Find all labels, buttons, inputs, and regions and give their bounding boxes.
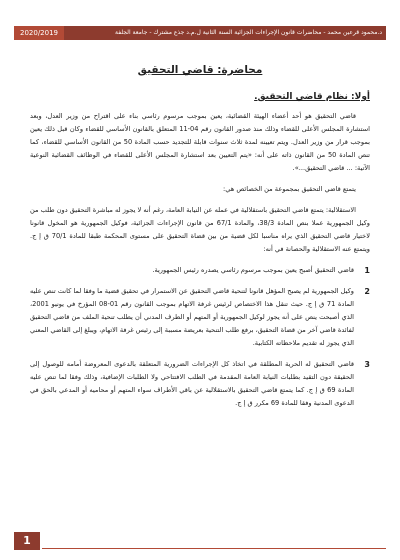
- list-item: [30, 264, 370, 277]
- paragraph-intro: قاضي التحقيق هو أحد أعضاء الهيئة القضائية، يعين بموجب مرسوم رئاسي بناء على اقتراح من وزير العدل، وبعد استشارة المجلس الأعلى للقضاء وذلك منذ صدور القانون رقم 04-11 المتعلق بالقانون الأساسي للقضاء وكان قبل ذلك يعين بموجب قرار من وزير العدل. ويتم تعيينه لمدة ثلاث سنوات قابلة للتجديد حسب المادة 50 من القانون الأساسي للقضاء، كما تنص المادة 50 من القانون ذاته على أنه: «يتم التعيين بعد استشارة المجلس الأعلى للقضاء في الوظائف القضائية النوعية الآتية: ... قاضي التحقيق...».: [30, 112, 370, 172]
- header-course-title: د.محمود قرعين محمد - محاضرات قانون الإجراءات الجزائية السنة الثانية ل.م.د جذع مشترك - جامعة الجلفة: [115, 29, 382, 36]
- paragraph-characteristics: يتمتع قاضي التحقيق بمجموعة من الخصائص هي:: [223, 185, 356, 193]
- numbered-list: [30, 264, 370, 410]
- list-item: [30, 285, 370, 350]
- header-year: 2020/2019: [14, 26, 64, 40]
- section-heading: أولا: نظام قاضي التحقيق.: [254, 92, 370, 102]
- list-number: 3: [364, 360, 370, 369]
- page-content: [30, 50, 370, 418]
- page-number: 1: [14, 532, 40, 550]
- footer-line: [42, 548, 386, 549]
- paragraph-independence: الاستقلالية: يتمتع قاضي التحقيق باستقلالية في عمله عن النيابة العامة، رغم أنه لا يجوز له مباشرة التحقيق دون طلب من وكيل الجمهورية عملا بنص المادة 38/3، والمادة 67/1 من قانون الإجراءات الجزائية، فوكيل الجمهورية هو المخول قانونا لاختيار قاضي التحقيق الذي يراه مناسبا لكل قضية من بين قضاة التحقيق على مستوى المحكمة طبقا للمادة 70/1 ق إ ج. ويتمتع عنه الاستقلالية والحصانة في أنه:: [30, 206, 371, 253]
- page-title: محاضرة: قاضي التحقيق: [137, 64, 263, 76]
- list-number: 2: [364, 287, 370, 296]
- list-item-text: وكيل الجمهورية لم يصبح المؤهل قانونا لتنحية قاضي التحقيق عن الاستمرار في تحقيق قضية ما وفقا لما كانت تنص عليه المادة 71 ق إ ج. حيث تنقل هذا الاختصاص لرئيس غرفة الاتهام بموجب القانون رقم 01-08 المؤرخ في يونيو 2001، الذي أصبحت ينص على أنه يجوز لوكيل الجمهورية أو المتهم أو الطرف المدني أن يطلب تنحية الملف من قاضي التحقيق لفائدة قاضي آخر من قضاة التحقيق، برفع طلب التنحية بعريضة مسببة إلى رئيس غرفة الاتهام، ويبلغ إلى القاضي المعني الذي يجوز له تقديم ملاحظاته الكتابية.: [30, 287, 354, 347]
- list-item-text: قاضي التحقيق أصبح يعين بموجب مرسوم رئاسي يصدره رئيس الجمهورية.: [152, 266, 354, 274]
- list-item: [30, 358, 370, 410]
- list-item-text: قاضي التحقيق له الحرية المطلقة في اتخاذ كل الإجراءات الضرورية المتعلقة بالدعوى المعروضة أمامه للوصول إلى الحقيقة دون التقيد بطلبات النيابة العامة المقدمة في الطلب الافتتاحي ولا الطلبات الإضافية، وذلك وفقا لما تنص عليه المادة 69 ق إ ج. كما يتمتع قاضي التحقيق بالاستقلالية عن باقي الأطراف سواء المتهم أو محاميه أو المدعي بالحق في الدعوى المدنية وفقا للمادة 69 مكرر ق إ ج.: [30, 360, 354, 407]
- list-number: 1: [364, 266, 370, 275]
